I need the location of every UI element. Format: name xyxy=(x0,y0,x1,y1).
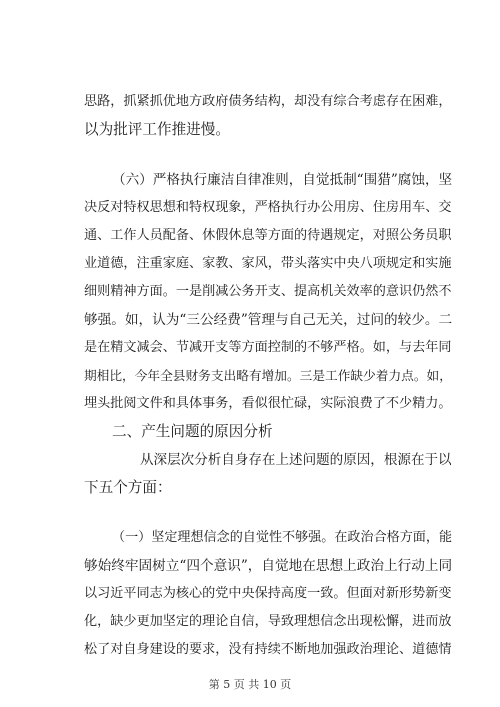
body-line: 业道德，注重家庭、家教、家风，带头落实中央八项规定和实施 xyxy=(84,256,452,271)
body-line: 埋头批阅文件和具体事务，看似很忙碌，实际浪费了不少精力。 xyxy=(84,396,452,411)
body-line: 下五个方面： xyxy=(84,479,172,496)
body-line: 决反对特权思想和特权现象，严格执行办公用房、住房用车、交 xyxy=(84,200,452,215)
page-footer: 第 5 页 共 10 页 xyxy=(208,678,292,691)
body-line: （一）坚定理想信念的自觉性不够强。在政治合格方面，能 xyxy=(112,530,453,545)
body-line: （六）严格执行廉洁自律准则，自觉抵制“围猎”腐蚀，坚 xyxy=(112,172,453,188)
section-heading: 二、产生问题的原因分析 xyxy=(112,423,273,440)
body-line: 思路，抓紧抓优地方政府债务结构，却没有综合考虑存在困难， xyxy=(84,94,452,109)
body-line: 以为批评工作推进慢。 xyxy=(84,121,230,138)
body-line: 以习近平同志为核心的党中央保持高度一致。但面对新形势新变 xyxy=(84,586,452,601)
body-line: 化，缺少更加坚定的理论自信，导致理想信念出现松懈，进而放 xyxy=(84,614,452,629)
body-line: 够始终牢固树立“四个意识”，自觉地在思想上政治上行动上同 xyxy=(84,558,453,574)
body-line: 从深层次分析自身存在上述问题的原因，根源在于以 xyxy=(140,452,452,468)
body-line: 松了对自身建设的要求，没有持续不断地加强政治理论、道德情 xyxy=(84,642,452,657)
body-line: 是在精文减会、节减开支等方面控制的不够严格。如，与去年同 xyxy=(84,340,452,355)
body-line: 细则精神方面。一是削减公务开支、提高机关效率的意识仍然不 xyxy=(84,284,452,299)
body-line: 通、工作人员配备、休假休息等方面的待遇规定，对照公务员职 xyxy=(84,228,452,243)
body-line: 期相比，今年全县财务支出略有增加。三是工作缺少着力点。如， xyxy=(84,368,452,383)
body-line: 够强。如，认为“三公经费”管理与自己无关，过问的较少。二 xyxy=(84,312,453,328)
